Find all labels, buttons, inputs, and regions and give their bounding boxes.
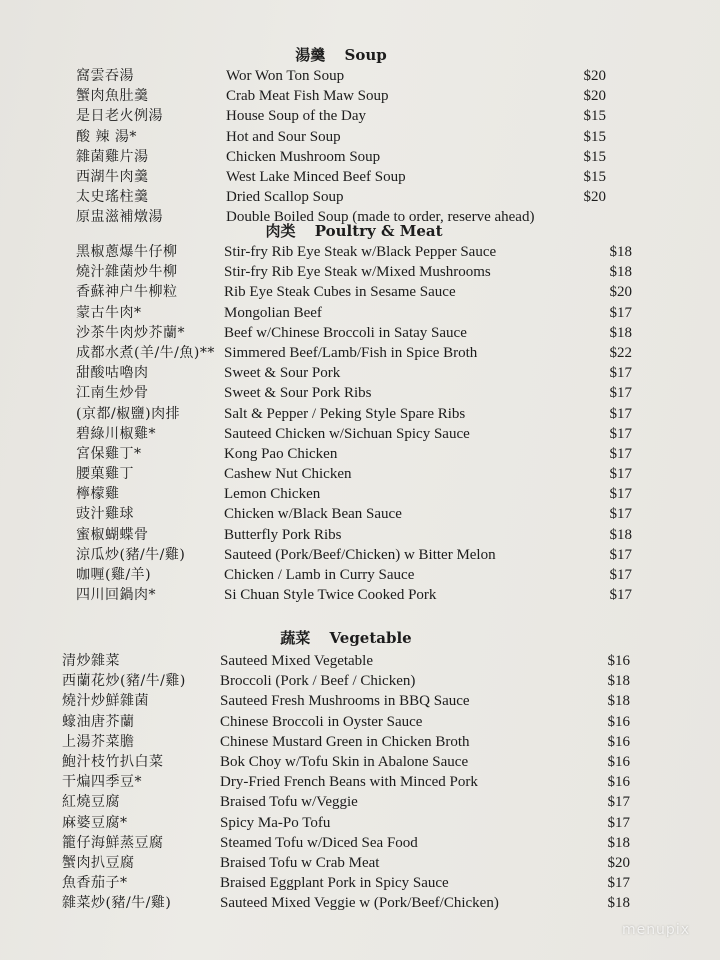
menu-item-name-zh: 江南生炒骨 <box>76 385 149 402</box>
menu-item-price: $17 <box>609 506 632 523</box>
menu-item-name-zh: 鮑汁枝竹扒白菜 <box>62 753 164 770</box>
menu-item-name-zh: 魚香茄子* <box>62 875 128 892</box>
menu-item-name-zh: 是日老火例湯 <box>76 108 163 125</box>
menu-item <box>76 147 606 167</box>
menu-item-name-zh: 蟹肉魚肚羹 <box>76 88 149 105</box>
menu-item <box>76 187 606 207</box>
menu-item <box>62 712 630 732</box>
menu-item <box>76 424 632 444</box>
menu-item-name-zh: 碧綠川椒雞* <box>76 425 156 442</box>
menu-item <box>76 383 632 403</box>
menu-item <box>76 323 632 343</box>
menu-item <box>76 504 632 524</box>
menu-item-name-zh: 蒙古牛肉* <box>76 304 142 321</box>
menu-item-price: $15 <box>583 148 606 165</box>
menu-item-price: $15 <box>583 168 606 185</box>
menu-item-name-zh: 西湖牛肉羹 <box>76 168 149 185</box>
menu-item-price: $17 <box>609 466 632 483</box>
menu-item-price: $20 <box>583 68 606 84</box>
menu-item-name-en: Wor Won Ton Soup <box>226 68 345 84</box>
menu-item-name-zh: 籠仔海鮮蒸豆腐 <box>62 834 164 851</box>
menu-item <box>76 127 606 147</box>
menu-item <box>62 772 630 792</box>
menu-item-price: $17 <box>609 486 632 503</box>
menu-item <box>76 585 632 605</box>
menu-item <box>62 792 630 812</box>
menu-item-name-zh: 蜜椒蝴蝶骨 <box>76 526 149 543</box>
menu-item-name-en: House Soup of the Day <box>226 108 366 125</box>
menu-item <box>76 464 632 484</box>
menu-item-price: $18 <box>609 264 632 281</box>
vegetable-section <box>62 627 630 913</box>
section-title-en: Vegetable <box>329 629 412 647</box>
menu-item-name-en: Lemon Chicken <box>224 486 321 503</box>
menu-item-price: $17 <box>609 546 632 563</box>
menu-item-name-en: Beef w/Chinese Broccoli in Satay Sauce <box>224 324 467 341</box>
menu-item-name-en: Si Chuan Style Twice Cooked Pork <box>224 587 437 604</box>
menu-item-name-zh: 上湯芥菜膽 <box>62 733 135 750</box>
menu-item-name-en: Braised Tofu w/Veggie <box>220 794 358 811</box>
menu-item-name-zh: 蟹肉扒豆腐 <box>62 854 135 871</box>
section-title <box>76 220 632 242</box>
menu-item-name-zh: 咖喱(雞/羊) <box>76 567 152 583</box>
section-title-en: Soup <box>344 46 387 64</box>
menu-item-name-en: Steamed Tofu w/Diced Sea Food <box>220 834 418 851</box>
menu-item <box>76 343 632 363</box>
menu-item-name-zh: 蠔油唐芥蘭 <box>62 713 135 730</box>
menu-item-name-zh: 干煸四季豆* <box>62 774 142 791</box>
menu-item-name-en: Bok Choy w/Tofu Skin in Abalone Sauce <box>220 753 469 770</box>
menu-item <box>76 363 632 383</box>
menu-item-price: $17 <box>607 875 630 892</box>
section-title-zh: 湯羹 <box>295 46 326 64</box>
menu-item-name-zh: 沙茶牛肉炒芥蘭* <box>76 324 185 341</box>
menu-item-name-zh: 黑椒蔥爆牛仔柳 <box>76 244 178 260</box>
menu-item-name-en: Stir-fry Rib Eye Steak w/Black Pepper Sauce <box>224 244 497 260</box>
menu-item-name-zh: 燒汁雜菌炒牛柳 <box>76 264 178 281</box>
menu-item-name-zh: 太史瑤柱羹 <box>76 189 149 206</box>
menu-item-name-zh: 四川回鍋肉* <box>76 587 156 604</box>
menu-item-name-en: Sauteed (Pork/Beef/Chicken) w Bitter Melon <box>224 546 496 563</box>
menu-item-name-en: Sauteed Chicken w/Sichuan Spicy Sauce <box>224 425 470 442</box>
menu-item-name-zh: 雜菜炒(豬/牛/雞) <box>62 895 172 912</box>
menu-item-price: $17 <box>609 445 632 462</box>
menu-item <box>62 873 630 893</box>
menu-item-name-en: Broccoli (Pork / Beef / Chicken) <box>220 673 416 690</box>
menu-item <box>62 853 630 873</box>
menu-item-name-en: Chinese Mustard Green in Chicken Broth <box>220 733 470 750</box>
menu-item-name-zh: 涼瓜炒(豬/牛/雞) <box>76 546 186 563</box>
menu-item-name-zh: 窩雲吞湯 <box>76 68 134 84</box>
menu-item-name-zh: 宮保雞丁* <box>76 445 142 462</box>
menu-item <box>62 691 630 711</box>
menu-item <box>62 752 630 772</box>
menu-item <box>76 282 632 302</box>
menu-item-name-en: Stir-fry Rib Eye Steak w/Mixed Mushrooms <box>224 264 491 281</box>
menu-item-name-en: Double Boiled Soup (made to order, reserve ahead) <box>226 209 535 226</box>
menu-item-name-en: Chicken w/Black Bean Sauce <box>224 506 402 523</box>
menu-item-price: $17 <box>607 794 630 811</box>
menu-item <box>76 167 606 187</box>
menu-item-name-zh: (京都/椒鹽)肉排 <box>76 405 181 422</box>
soup-section <box>76 44 606 228</box>
menu-item-list <box>76 242 632 605</box>
menu-item-price: $18 <box>609 244 632 260</box>
menu-item-price: $16 <box>607 733 630 750</box>
menu-item-price: $18 <box>607 693 630 710</box>
menu-item-name-en: Chicken / Lamb in Curry Sauce <box>224 567 415 583</box>
menu-item-price: $17 <box>609 365 632 382</box>
menu-item-name-en: Braised Tofu w Crab Meat <box>220 854 380 871</box>
menu-item-name-en: Braised Eggplant Pork in Spicy Sauce <box>220 875 449 892</box>
menu-item-price: $17 <box>609 425 632 442</box>
menu-item-name-en: Simmered Beef/Lamb/Fish in Spice Broth <box>224 344 478 361</box>
menu-item-name-zh: 清炒雜菜 <box>62 653 120 669</box>
menu-item-price: $20 <box>583 88 606 105</box>
menu-item-price: $20 <box>609 284 632 301</box>
menu-item-price: $17 <box>609 385 632 402</box>
menu-item-name-en: West Lake Minced Beef Soup <box>226 168 406 185</box>
menu-item-name-en: Dried Scallop Soup <box>226 189 344 206</box>
menu-item-price: $18 <box>609 324 632 341</box>
section-title-en: Poultry & Meat <box>314 222 443 240</box>
menu-item-name-zh: 腰菓雞丁 <box>76 466 134 483</box>
menu-item-price: $18 <box>607 895 630 912</box>
menu-item-name-en: Chicken Mushroom Soup <box>226 148 381 165</box>
menu-item-name-en: Sauteed Fresh Mushrooms in BBQ Sauce <box>220 693 470 710</box>
menu-item-list <box>62 651 630 913</box>
menu-item-name-zh: 麻婆豆腐* <box>62 814 128 831</box>
menu-item-price: $16 <box>607 713 630 730</box>
menu-item-price: $15 <box>583 128 606 145</box>
menu-item-name-en: Salt & Pepper / Peking Style Spare Ribs <box>224 405 466 422</box>
menu-item-price: $22 <box>609 344 632 361</box>
menu-item <box>76 525 632 545</box>
menu-item <box>76 303 632 323</box>
menu-item-price: $18 <box>607 673 630 690</box>
section-title-zh: 肉类 <box>265 222 296 240</box>
section-title <box>62 627 630 649</box>
menu-item <box>76 444 632 464</box>
menu-item-name-zh: 西蘭花炒(豬/牛/雞) <box>62 673 186 690</box>
poultry-meat-section <box>76 220 632 605</box>
menu-item-name-en: Cashew Nut Chicken <box>224 466 352 483</box>
menu-item-name-en: Hot and Sour Soup <box>226 128 341 145</box>
menu-item-name-en: Mongolian Beef <box>224 304 322 321</box>
menu-item <box>76 106 606 126</box>
menu-item <box>62 833 630 853</box>
menu-item-name-zh: 雜菌雞片湯 <box>76 148 149 165</box>
menu-item <box>76 484 632 504</box>
menu-item-price: $17 <box>609 587 632 604</box>
menu-item <box>76 545 632 565</box>
menu-item <box>62 813 630 833</box>
menu-item <box>76 86 606 106</box>
menu-item-name-zh: 紅燒豆腐 <box>62 794 120 811</box>
menu-item <box>62 732 630 752</box>
menu-item-name-en: Kong Pao Chicken <box>224 445 338 462</box>
menu-item-name-en: Crab Meat Fish Maw Soup <box>226 88 389 105</box>
menu-item-price: $16 <box>607 774 630 791</box>
menu-item <box>76 242 632 262</box>
menu-item-name-en: Spicy Ma-Po Tofu <box>220 814 331 831</box>
menu-item <box>76 262 632 282</box>
menu-item <box>62 671 630 691</box>
menu-item-price: $16 <box>607 653 630 669</box>
menu-item-price: $18 <box>607 834 630 851</box>
menu-item-price: $20 <box>607 854 630 871</box>
menu-item <box>76 565 632 585</box>
menu-item-name-en: Sweet & Sour Pork <box>224 365 341 382</box>
menu-item-price: $20 <box>583 189 606 206</box>
menu-item-price: $18 <box>609 526 632 543</box>
menu-item-name-en: Sauteed Mixed Vegetable <box>220 653 374 669</box>
menu-item-name-zh: 酸 辣 湯* <box>76 128 137 145</box>
menu-item-name-en: Sauteed Mixed Veggie w (Pork/Beef/Chicken) <box>220 895 499 912</box>
menu-item <box>62 651 630 671</box>
menu-item-price: $16 <box>607 753 630 770</box>
menu-item-name-en: Dry-Fried French Beans with Minced Pork <box>220 774 478 791</box>
menu-item-name-en: Sweet & Sour Pork Ribs <box>224 385 372 402</box>
menu-item-name-zh: 豉汁雞球 <box>76 506 134 523</box>
menu-item <box>62 893 630 913</box>
menu-item-name-zh: 香蘇神户牛柳粒 <box>76 284 178 301</box>
menu-item-price: $15 <box>583 108 606 125</box>
menu-item-name-en: Chinese Broccoli in Oyster Sauce <box>220 713 423 730</box>
menu-item-name-zh: 成都水煮(羊/牛/魚)** <box>76 344 215 361</box>
menu-item <box>76 404 632 424</box>
menu-item-name-en: Rib Eye Steak Cubes in Sesame Sauce <box>224 284 456 301</box>
menu-item-list <box>76 66 606 228</box>
menu-item-name-zh: 燒汁炒鮮雜菌 <box>62 693 149 710</box>
menu-item-name-zh: 原盅滋補燉湯 <box>76 209 163 226</box>
section-title-zh: 蔬菜 <box>280 629 311 647</box>
menu-item-price: $17 <box>607 814 630 831</box>
menu-item-price: $17 <box>609 405 632 422</box>
menu-item-price: $17 <box>609 304 632 321</box>
menu-item-name-zh: 甜酸咕嚕肉 <box>76 365 149 382</box>
menu-item-name-en: Butterfly Pork Ribs <box>224 526 342 543</box>
menu-item-name-zh: 檸檬雞 <box>76 486 120 503</box>
menu-item-price: $17 <box>609 567 632 583</box>
menu-item <box>76 66 606 86</box>
section-title <box>76 44 606 66</box>
watermark-logo: menupix <box>621 922 690 938</box>
